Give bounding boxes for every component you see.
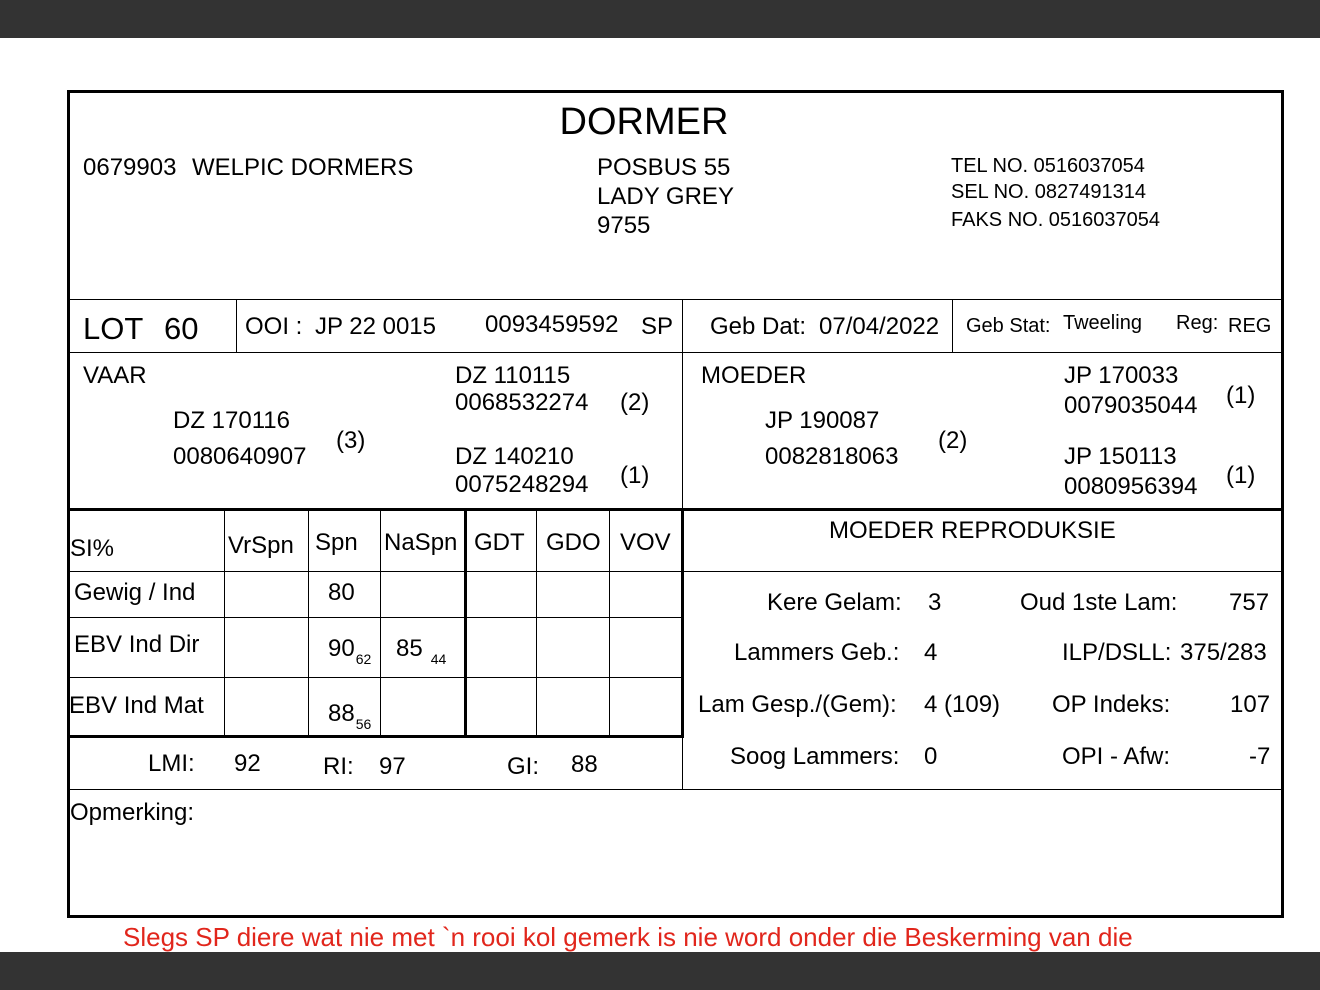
fax-number: FAKS NO. 0516037054: [951, 209, 1161, 231]
soog-label: Soog Lammers:: [730, 743, 900, 770]
moeder-dam-id: JP 150113: [1064, 443, 1177, 470]
lam-gesp-label: Lam Gesp./(Gem):: [698, 691, 897, 718]
address-line-1: POSBUS 55: [597, 154, 731, 181]
bottom-frame-bar: [0, 952, 1320, 990]
col-line-gdo: [536, 511, 537, 736]
vaar-dam-number: 0075248294: [455, 471, 589, 498]
address-line-3: 9755: [597, 212, 651, 239]
divider-lot-row: [67, 352, 1284, 353]
oud-value: 757: [1229, 589, 1270, 616]
row-label-gewig: Gewig / Ind: [74, 579, 196, 606]
lammers-geb-label: Lammers Geb.:: [734, 639, 900, 666]
ilp-value: 375/283: [1180, 639, 1267, 666]
oud-label: Oud 1ste Lam:: [1020, 589, 1178, 616]
vaar-sire-count: (2): [620, 389, 650, 416]
moeder-count: (2): [938, 427, 968, 454]
moeder-sire-id: JP 170033: [1064, 362, 1179, 389]
lmi-label: LMI:: [148, 750, 195, 777]
ebv-mat-spn-sub: 56: [355, 716, 372, 732]
divider-index-row: [67, 789, 1284, 790]
reproduction-title: MOEDER REPRODUKSIE: [829, 517, 1116, 544]
seller-number: 0679903: [83, 154, 177, 181]
header-naspn: NaSpn: [384, 529, 458, 556]
ebv-dir-spn-value: 90: [328, 635, 355, 662]
lmi-value: 92: [234, 750, 261, 777]
moeder-number: 0082818063: [765, 443, 899, 470]
moeder-sire-count: (1): [1226, 382, 1256, 409]
vaar-id: DZ 170116: [173, 407, 290, 434]
reg-value: REG: [1228, 315, 1272, 337]
birth-status: Tweeling: [1063, 312, 1142, 334]
card-border-top: [67, 90, 1284, 93]
footer-note: Slegs SP diere wat nie met `n rooi kol gemerk is nie word onder die Beskerming van die: [123, 922, 1133, 952]
table-border-right: [681, 508, 684, 738]
lot-label: LOT: [83, 311, 144, 346]
card-border-left: [67, 90, 70, 918]
animal-id: JP 22 0015: [315, 313, 436, 340]
cell-number: SEL NO. 0827491314: [951, 181, 1146, 203]
header-spn: Spn: [315, 529, 358, 556]
moeder-id: JP 190087: [765, 407, 880, 434]
seller-name: WELPIC DORMERS: [192, 154, 414, 181]
address-line-2: LADY GREY: [597, 183, 734, 210]
opi-label: OPI - Afw:: [1062, 743, 1171, 770]
header-gdt: GDT: [474, 529, 525, 556]
tel-number: TEL NO. 0516037054: [951, 155, 1145, 177]
opi-value: -7: [1249, 743, 1271, 770]
header-si: SI%: [70, 535, 115, 562]
top-frame-bar: [0, 0, 1320, 38]
row-label-ebv-mat: EBV Ind Mat: [69, 692, 204, 719]
kere-gelam-label: Kere Gelam:: [767, 589, 902, 616]
col-line-naspn: [380, 511, 381, 736]
ri-value: 97: [379, 753, 406, 780]
vaar-dam-id: DZ 140210: [455, 443, 574, 470]
divider-pedigree: [67, 508, 1284, 511]
birth-status-label: Geb Stat:: [966, 315, 1051, 337]
divider-row-1: [67, 617, 684, 618]
divider-row-3: [67, 735, 684, 738]
remark-label: Opmerking:: [70, 799, 195, 826]
birth-date-label: Geb Dat:: [710, 313, 807, 340]
row-label-ebv-dir: EBV Ind Dir: [74, 631, 200, 658]
vaar-dam-count: (1): [620, 462, 650, 489]
divider-header: [67, 299, 1284, 300]
vaar-label: VAAR: [83, 362, 147, 389]
breed-title: DORMER: [559, 101, 729, 143]
ebv-mat-spn-value: 88: [328, 700, 355, 727]
ebv-dir-naspn-sub: 44: [430, 651, 447, 667]
card-border-right: [1281, 90, 1284, 918]
col-line-spn: [308, 511, 309, 736]
ebv-dir-naspn-value: 85: [396, 635, 423, 662]
op-indeks-value: 107: [1230, 691, 1271, 718]
header-gdo: GDO: [546, 529, 601, 556]
birth-date: 07/04/2022: [819, 313, 940, 340]
divider-lot: [236, 300, 237, 352]
moeder-dam-count: (1): [1226, 462, 1256, 489]
ebv-dir-spn-sub: 62: [355, 651, 372, 667]
divider-row-2: [67, 677, 684, 678]
lammers-geb-value: 4: [924, 639, 938, 666]
lam-gesp-value: 4 (109): [924, 691, 1001, 718]
ri-label: RI:: [323, 753, 354, 780]
moeder-sire-number: 0079035044: [1064, 392, 1198, 419]
header-vrspn: VrSpn: [228, 532, 294, 559]
vaar-sire-number: 0068532274: [455, 389, 589, 416]
lot-number: 60: [164, 311, 199, 346]
vaar-count: (3): [336, 427, 366, 454]
ebv-mat-spn: [328, 700, 372, 732]
animal-status: SP: [641, 313, 674, 340]
header-vov: VOV: [620, 529, 671, 556]
col-line-vov: [609, 511, 610, 736]
soog-value: 0: [924, 743, 938, 770]
kere-gelam-value: 3: [928, 589, 942, 616]
ooi-label: OOI :: [245, 313, 303, 340]
op-indeks-label: OP Indeks:: [1052, 691, 1171, 718]
gewig-spn: 80: [328, 579, 355, 606]
divider-gebdat: [952, 300, 953, 352]
card-border-bottom: [67, 915, 1284, 918]
ilp-label: ILP/DSLL:: [1062, 639, 1172, 666]
col-line-gdt: [464, 508, 467, 738]
ebv-dir-spn: [328, 635, 372, 667]
moeder-dam-number: 0080956394: [1064, 473, 1198, 500]
divider-table-header: [67, 571, 1284, 572]
moeder-label: MOEDER: [701, 362, 807, 389]
col-line-vrspn: [224, 511, 225, 736]
vaar-number: 0080640907: [173, 443, 307, 470]
gi-label: GI:: [507, 753, 540, 780]
gi-value: 88: [571, 751, 598, 778]
reg-label: Reg:: [1176, 312, 1219, 334]
vaar-sire-id: DZ 110115: [455, 362, 571, 389]
animal-number: 0093459592: [485, 311, 619, 338]
ebv-dir-naspn: [396, 635, 447, 667]
